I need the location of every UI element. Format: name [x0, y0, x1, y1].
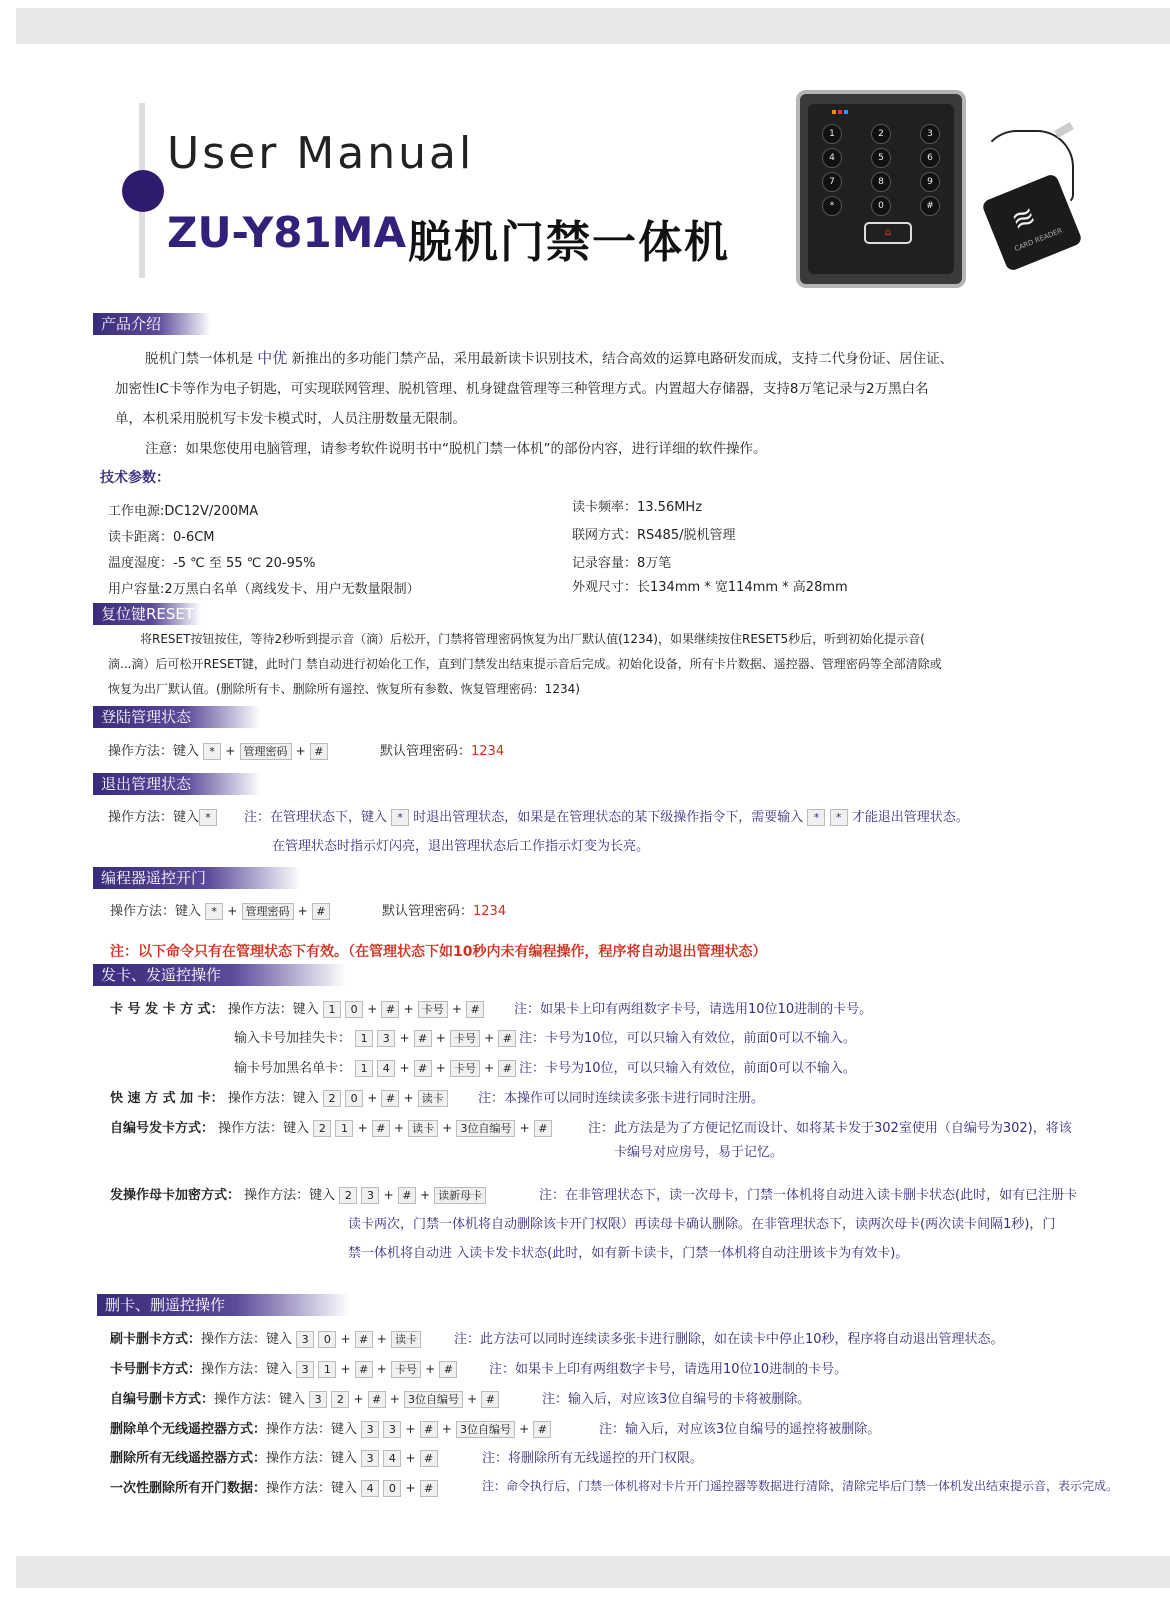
keypad-device-image [796, 90, 966, 288]
issue-quick-note: 注：本操作可以同时连续读多张卡进行同时注册。 [478, 1091, 765, 1106]
key-hash-box: # [368, 1391, 386, 1408]
three-digit-box: 3位自编号 [404, 1391, 463, 1408]
section-login-header: 登陆管理状态 [93, 706, 261, 728]
plus: + [376, 1332, 387, 1346]
key-star-box: * [391, 809, 409, 826]
title-circle-decoration [122, 170, 164, 212]
logout-note-b: 时退出管理状态，如果是在管理状态的某下级操作指令下，需要输入 [413, 810, 804, 825]
plus: + [441, 1422, 452, 1436]
key-7: 7 [822, 172, 842, 192]
key-hash-box: # [355, 1361, 373, 1378]
code-digit: 3 [383, 1421, 401, 1438]
code-digit: 2 [339, 1187, 357, 1204]
key-hash-box: # [439, 1361, 457, 1378]
read-card-box: 读卡 [418, 1090, 448, 1107]
default-pwd-value: 1234 [473, 904, 507, 919]
issue-lost-note: 注：卡号为10位，可以只输入有效位，前面0可以不输入。 [519, 1031, 856, 1046]
code-digit: 3 [296, 1361, 314, 1378]
tech-right-0: 读卡频率：13.56MHz [572, 500, 703, 515]
plus: + [519, 1121, 530, 1135]
key-star-box: * [205, 903, 223, 920]
key-hash-box: # [420, 1450, 438, 1467]
key-star-box: * [203, 743, 221, 760]
plus: + [435, 1031, 446, 1045]
del-self-note: 注：输入后，对应该3位自编号的卡将被删除。 [542, 1392, 811, 1407]
code-digit: 4 [361, 1480, 379, 1497]
reset-line-2: 滴...滴）后可松开RESET键，此时门 禁自动进行初始化工作，直到门禁发出结束提示音后完成。初始化设备，所有卡片数据、遥控器、管理密码等全部清除或 [108, 657, 942, 671]
code-digit: 1 [355, 1030, 373, 1047]
key-hash-box: # [312, 903, 330, 920]
section-remote-header: 编程器遥控开门 [93, 867, 301, 889]
card-no-box: 卡号 [450, 1030, 480, 1047]
default-pwd-label: 默认管理密码： [380, 744, 472, 759]
key-8: 8 [871, 172, 891, 192]
key-4: 4 [822, 148, 842, 168]
read-card-box: 读卡 [408, 1120, 438, 1137]
key-hash-box: # [414, 1030, 432, 1047]
model-number: ZU-Y81MA [167, 208, 406, 257]
tech-left-2: 温度湿度：-5 ℃ 至 55 ℃ 20-95% [108, 556, 316, 571]
title-chinese: 脱机门禁一体机 [408, 217, 730, 268]
op-label: 操作方法：键入 [218, 1121, 310, 1136]
plus: + [399, 1031, 410, 1045]
op-label: 操作方法：键入 [227, 1091, 319, 1106]
card-no-box: 卡号 [418, 1001, 448, 1018]
del-remote-one-row [110, 1418, 551, 1438]
plus: + [399, 1061, 410, 1075]
title-english: User Manual [167, 128, 475, 179]
tech-params-title: 技术参数： [100, 470, 170, 486]
del-remote-all-row [110, 1447, 438, 1467]
del-remote-all-note: 注：将删除所有无线遥控的开门权限。 [482, 1451, 704, 1466]
code-digit: 2 [331, 1391, 349, 1408]
key-1: 1 [822, 124, 842, 144]
code-digit: 4 [377, 1060, 395, 1077]
plus: + [405, 1481, 416, 1495]
intro-line-1b: 新推出的多功能门禁产品，采用最新读卡识别技术，结合高效的运算电路研发而成，支持二代身份证、居住证、 [291, 351, 954, 367]
del-self-row [110, 1388, 499, 1408]
key-hash-box: # [481, 1391, 499, 1408]
issue-master-note-2: 读卡两次，门禁一体机将自动删除该卡开门权限）再读母卡确认删除。在非管理状态下，读两次母卡(两次读卡间隔1秒)，门 [348, 1217, 1056, 1232]
admin-pwd-box: 管理密码 [240, 743, 292, 760]
issue-quick-row [110, 1087, 448, 1107]
plus: + [389, 1392, 400, 1406]
del-self-label: 自编号删卡方式： [110, 1392, 215, 1407]
plus: + [393, 1121, 404, 1135]
del-cardno-row [110, 1358, 457, 1378]
issue-black-row [234, 1057, 516, 1077]
issue-self-note-2: 卡编号对应房号，易于记忆。 [614, 1145, 784, 1160]
key-star-box: * [830, 809, 848, 826]
admin-mode-warning: 注：以下命令只有在管理状态下有效。（在管理状态下如10秒内未有编程操作，程序将自动退出管理状态） [110, 944, 767, 960]
code-digit: 1 [335, 1120, 353, 1137]
del-cardno-note: 注：如果卡上印有两组数字卡号，请选用10位10进制的卡号。 [489, 1362, 848, 1377]
key-6: 6 [920, 148, 940, 168]
key-3: 3 [920, 124, 940, 144]
plus: + [442, 1121, 453, 1135]
card-reader-label: CARD READER [1013, 226, 1064, 254]
top-margin-bar [16, 8, 1170, 44]
key-hash-box: # [420, 1421, 438, 1438]
intro-line-1 [145, 347, 953, 368]
plus: + [405, 1422, 416, 1436]
remote-op [110, 900, 330, 920]
plus: + [227, 904, 238, 918]
code-digit: 3 [361, 1421, 379, 1438]
section-delete-header: 删卡、删遥控操作 [97, 1294, 350, 1316]
code-digit: 3 [296, 1331, 314, 1348]
intro-line-2: 加密性IC卡等作为电子钥匙，可实现联网管理、脱机管理、机身键盘管理等三种管理方式。内置超大存储器，支持8万笔记录与2万黑白名 [115, 381, 929, 397]
key-star-box: * [199, 809, 217, 826]
intro-line-3: 单，本机采用脱机写卡发卡模式时，人员注册数量无限制。 [115, 411, 466, 427]
del-remote-all-label: 删除所有无线遥控器方式： [110, 1451, 267, 1466]
issue-card-label: 卡 号 发 卡 方 式： [110, 1002, 224, 1017]
key-hash-box: # [498, 1030, 516, 1047]
issue-card-note: 注：如果卡上印有两组数字卡号，请选用10位10进制的卡号。 [514, 1002, 873, 1017]
section-logout-header: 退出管理状态 [93, 773, 261, 795]
reset-line-1: 将RESET按钮按住，等待2秒听到提示音（滴）后松开，门禁将管理密码恢复为出厂默认值(1234)，如果继续按住RESET5秒后，听到初始化提示音( [140, 632, 925, 646]
code-digit: 0 [383, 1480, 401, 1497]
key-hash-box: # [398, 1187, 416, 1204]
logout-note-c: 才能退出管理状态。 [851, 810, 969, 825]
card-no-box: 卡号 [391, 1361, 421, 1378]
logout-note-line2: 在管理状态时指示灯闪亮，退出管理状态后工作指示灯变为长亮。 [272, 839, 650, 854]
op-label: 操作方法：键入 [244, 1188, 336, 1203]
plus: + [519, 1422, 530, 1436]
key-hash-box: # [534, 1120, 552, 1137]
tech-left-3: 用户容量:2万黑白名单（离线发卡、用户无数量限制） [108, 582, 420, 597]
reset-line-3: 恢复为出厂默认值。(删除所有卡、删除所有遥控、恢复所有参数、恢复管理密码：1234) [108, 682, 580, 696]
op-label: 操作方法：键入 [108, 744, 200, 759]
issue-master-row [110, 1184, 486, 1204]
key-2: 2 [871, 124, 891, 144]
default-pwd-value: 1234 [471, 744, 505, 759]
key-hash-box: # [310, 743, 328, 760]
issue-quick-label: 快 速 方 式 加 卡： [110, 1091, 224, 1106]
issue-lost-row [234, 1027, 516, 1047]
del-all-note: 注：命令执行后，门禁一体机将对卡片开门遥控器等数据进行清除，清除完毕后门禁一体机发出结束提示音，表示完成。 [482, 1479, 1119, 1493]
code-digit: 0 [345, 1001, 363, 1018]
read-card-box: 读卡 [391, 1331, 421, 1348]
three-digit-box: 3位自编号 [456, 1421, 515, 1438]
plus: + [357, 1121, 368, 1135]
plus: + [367, 1002, 378, 1016]
issue-lost-label: 输入卡号加挂失卡： [234, 1031, 352, 1046]
logout-note [244, 806, 969, 826]
code-digit: 1 [355, 1060, 373, 1077]
issue-card-row [110, 998, 484, 1018]
tech-right-2: 记录容量：8万笔 [572, 556, 672, 571]
plus: + [403, 1002, 414, 1016]
section-issue-header: 发卡、发遥控操作 [93, 964, 346, 986]
brand-name: 中优 [257, 349, 288, 367]
tech-right-1: 联网方式：RS485/脱机管理 [572, 528, 736, 543]
login-default-pwd [380, 740, 504, 759]
plus: + [419, 1188, 430, 1202]
remote-default-pwd [382, 900, 506, 919]
issue-black-label: 输卡号加黑名单卡： [234, 1061, 352, 1076]
key-hash-box: # [533, 1421, 551, 1438]
issue-self-row [110, 1117, 552, 1137]
op-label: 操作方法：键入 [108, 810, 200, 825]
key-hash-box: # [414, 1060, 432, 1077]
del-remote-one-label: 删除单个无线遥控器方式： [110, 1422, 267, 1437]
key-hash: # [920, 196, 940, 216]
key-0: 0 [871, 196, 891, 216]
key-star: * [822, 196, 842, 216]
plus: + [451, 1002, 462, 1016]
plus: + [383, 1188, 394, 1202]
default-pwd-label: 默认管理密码： [382, 904, 474, 919]
code-digit: 0 [345, 1090, 363, 1107]
del-cardno-label: 卡号删卡方式： [110, 1362, 202, 1377]
del-all-row [110, 1477, 438, 1497]
admin-pwd-box: 管理密码 [242, 903, 294, 920]
code-digit: 1 [323, 1001, 341, 1018]
issue-self-note-1: 注：此方法是为了方便记忆而设计、如将某卡发于302室使用（自编号为302)，将该 [588, 1121, 1072, 1136]
key-hash-box: # [466, 1001, 484, 1018]
plus: + [405, 1451, 416, 1465]
section-reset-header: 复位键RESET [93, 603, 201, 625]
issue-black-note: 注：卡号为10位，可以只输入有效位，前面0可以不输入。 [519, 1061, 856, 1076]
logout-note-a: 注：在管理状态下，键入 [244, 810, 388, 825]
code-digit: 2 [323, 1090, 341, 1107]
issue-master-note-3: 禁一体机将自动进 入读卡发卡状态(此时，如有新卡读卡，门禁一体机将自动注册该卡为有效卡)。 [348, 1246, 909, 1261]
code-digit: 3 [361, 1187, 379, 1204]
bottom-margin-bar [16, 1556, 1170, 1588]
code-digit: 2 [313, 1120, 331, 1137]
tech-left-0: 工作电源:DC12V/200MA [108, 504, 259, 519]
op-label: 操作方法：键入 [214, 1392, 306, 1407]
plus: + [353, 1392, 364, 1406]
key-hash-box: # [372, 1120, 390, 1137]
plus: + [425, 1362, 436, 1376]
read-master-box: 读新母卡 [434, 1187, 486, 1204]
op-label: 操作方法：键入 [110, 904, 202, 919]
code-digit: 3 [361, 1450, 379, 1467]
plus: + [376, 1362, 387, 1376]
key-9: 9 [920, 172, 940, 192]
usb-plug-icon [1054, 122, 1074, 138]
key-hash-box: # [498, 1060, 516, 1077]
plus: + [435, 1061, 446, 1075]
key-5: 5 [871, 148, 891, 168]
card-no-box: 卡号 [450, 1060, 480, 1077]
key-star-box: * [807, 809, 825, 826]
bell-icon: ⌂ [864, 222, 912, 244]
op-label: 操作方法：键入 [227, 1002, 319, 1017]
plus: + [295, 744, 306, 758]
issue-master-label: 发操作母卡加密方式： [110, 1188, 241, 1203]
del-swipe-row [110, 1328, 421, 1348]
plus: + [403, 1091, 414, 1105]
code-digit: 4 [383, 1450, 401, 1467]
key-hash-box: # [420, 1480, 438, 1497]
issue-self-label: 自编号发卡方式： [110, 1121, 215, 1136]
section-intro-header: 产品介绍 [93, 313, 211, 335]
login-op [108, 740, 328, 760]
plus: + [367, 1091, 378, 1105]
op-label: 操作方法：键入 [201, 1362, 293, 1377]
op-label: 操作方法：键入 [266, 1422, 358, 1437]
key-hash-box: # [381, 1090, 399, 1107]
plus: + [225, 744, 236, 758]
logout-op [108, 806, 217, 826]
code-digit: 0 [318, 1331, 336, 1348]
key-hash-box: # [381, 1001, 399, 1018]
plus: + [340, 1332, 351, 1346]
three-digit-box: 3位自编号 [456, 1120, 515, 1137]
plus: + [340, 1362, 351, 1376]
op-label: 操作方法：键入 [266, 1451, 358, 1466]
key-hash-box: # [355, 1331, 373, 1348]
op-label: 操作方法：键入 [266, 1481, 358, 1496]
del-swipe-label: 刷卡删卡方式： [110, 1332, 202, 1347]
code-digit: 3 [377, 1030, 395, 1047]
plus: + [484, 1061, 495, 1075]
wireless-icon: ≋ [1006, 198, 1041, 239]
plus: + [467, 1392, 478, 1406]
plus: + [484, 1031, 495, 1045]
tech-left-1: 读卡距离：0-6CM [108, 530, 215, 545]
code-digit: 3 [309, 1391, 327, 1408]
tech-right-3: 外观尺寸：长134mm * 宽114mm * 高28mm [572, 580, 848, 595]
intro-line-1a: 脱机门禁一体机是 [145, 351, 253, 367]
del-all-label: 一次性删除所有开门数据： [110, 1481, 267, 1496]
intro-note: 注意：如果您使用电脑管理，请参考软件说明书中“脱机门禁一体机”的部份内容，进行详细的软件操作。 [145, 441, 767, 457]
del-remote-one-note: 注：输入后，对应该3位自编号的遥控将被删除。 [599, 1422, 881, 1437]
issue-master-note-1: 注：在非管理状态下，读一次母卡，门禁一体机将自动进入读卡删卡状态(此时，如有已注册卡 [539, 1188, 1078, 1203]
del-swipe-note: 注：此方法可以同时连续读多张卡进行删除，如在读卡中停止10秒，程序将自动退出管理状态。 [454, 1332, 1004, 1347]
plus: + [297, 904, 308, 918]
code-digit: 1 [318, 1361, 336, 1378]
op-label: 操作方法：键入 [201, 1332, 293, 1347]
